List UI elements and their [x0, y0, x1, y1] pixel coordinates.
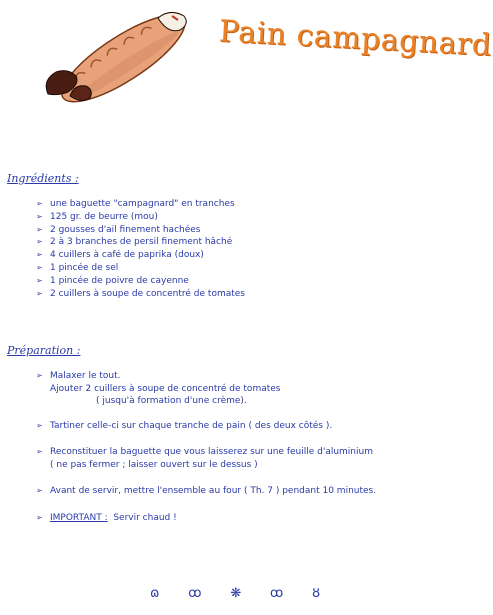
- ingredient-item: ➢ 2 cuillers à soupe de concentré de tomates: [36, 288, 245, 299]
- arrow-bullet-icon: ➢: [36, 486, 43, 495]
- recipe-title: Pain campagnard: [218, 14, 493, 64]
- preparation-heading: Préparation :: [7, 344, 81, 357]
- arrow-bullet-icon: ➢: [36, 224, 43, 234]
- ornament-icon: ȣ: [312, 586, 320, 601]
- ornament-icon: ɷ: [150, 586, 160, 601]
- arrow-bullet-icon: ➢: [36, 275, 43, 285]
- arrow-bullet-icon: ➢: [36, 512, 43, 522]
- ingredient-item: ➢ 125 gr. de beurre (mou): [36, 211, 158, 222]
- ingredient-item: ➢ 4 cuillers à café de paprika (doux): [36, 250, 204, 261]
- ornament-icon: ꝏ: [270, 586, 284, 601]
- baguette-illustration: [30, 2, 205, 112]
- arrow-bullet-icon: ➢: [36, 420, 43, 430]
- ornament-icon: ꝏ: [188, 586, 202, 601]
- ingredients-list: [36, 198, 245, 300]
- ingredient-item: ➢ 2 à 3 branches de persil finement hâché: [36, 237, 233, 248]
- arrow-bullet-icon: ➢: [36, 199, 43, 208]
- important-label: IMPORTANT :: [50, 512, 108, 523]
- ingredient-item: ➢ une baguette "campagnard" en tranches: [36, 199, 235, 209]
- ingredient-item: ➢ 2 gousses d'ail finement hachées: [36, 224, 201, 235]
- ingredient-item: ➢ 1 pincée de sel: [36, 262, 119, 273]
- step-item: ➢ Avant de servir, mettre l'ensemble au four ( Th. 7 ) pendant 10 minutes.: [36, 486, 377, 496]
- step-item: ➢ Tartiner celle-ci sur chaque tranche de pain ( des deux côtés ).: [36, 420, 333, 431]
- preparation-steps: [36, 370, 376, 524]
- step-item: ➢ Reconstituer la baguette que vous laisserez sur une feuille d'aluminium ( ne pas fermer ; laisser ouvert sur le dessus ): [36, 447, 373, 470]
- ingredients-heading: Ingrédients :: [7, 172, 79, 185]
- arrow-bullet-icon: ➢: [36, 250, 43, 260]
- ornament-icon: ❋: [230, 586, 242, 601]
- arrow-bullet-icon: ➢: [36, 262, 43, 272]
- step-item: ➢ Malaxer le tout. Ajouter 2 cuillers à soupe de concentré de tomates ( jusqu'à formation d'une crème).: [36, 371, 281, 406]
- ingredient-item: ➢ 1 pincée de poivre de cayenne: [36, 275, 189, 286]
- arrow-bullet-icon: ➢: [36, 211, 43, 221]
- arrow-bullet-icon: ➢: [36, 447, 43, 456]
- arrow-bullet-icon: ➢: [36, 237, 43, 247]
- arrow-bullet-icon: ➢: [36, 371, 43, 380]
- ornament-divider: [150, 586, 320, 601]
- step-item: ➢ IMPORTANT : Servir chaud !: [36, 512, 177, 523]
- arrow-bullet-icon: ➢: [36, 288, 43, 298]
